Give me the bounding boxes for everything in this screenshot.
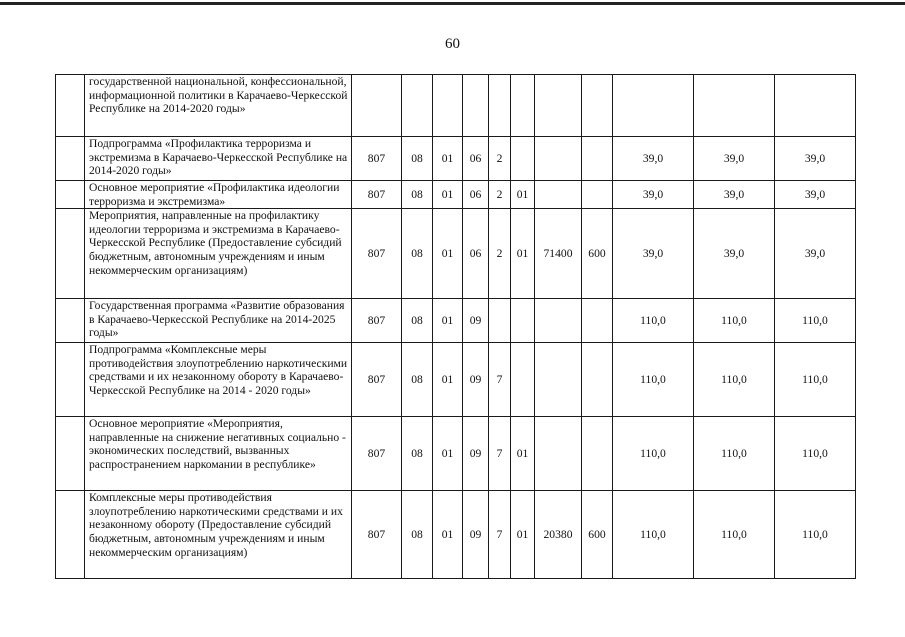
row-name-cell: Основное мероприятие «Профилактика идеологии терроризма и экстремизма» — [85, 181, 352, 209]
section-code-cell: 08 — [402, 491, 433, 579]
row-name-cell: Мероприятия, направленные на профилактику идеологии терроризма и экстремизма в Карачаево-Черкесской Республике (Предоставление субсидий бюджетным, автономным учреждениям и иным некоммерческим организациям) — [85, 209, 352, 299]
main-activity-code-cell — [511, 137, 535, 181]
subsection-code-cell: 01 — [433, 417, 463, 491]
amount-year1-cell: 110,0 — [613, 299, 694, 343]
subprogram-code-cell: 2 — [489, 209, 511, 299]
direction-code-cell — [535, 299, 582, 343]
program-code-cell: 06 — [463, 137, 489, 181]
subsection-code-cell: 01 — [433, 299, 463, 343]
row-name-cell: Подпрограмма «Профилактика терроризма и экстремизма в Карачаево-Черкесской Республике на 2014-2020 годы» — [85, 137, 352, 181]
subprogram-code-cell: 7 — [489, 343, 511, 417]
program-code-cell: 09 — [463, 491, 489, 579]
subprogram-code-cell: 2 — [489, 181, 511, 209]
direction-code-cell: 71400 — [535, 209, 582, 299]
row-number-cell — [56, 75, 85, 137]
program-code-cell: 06 — [463, 209, 489, 299]
direction-code-cell — [535, 417, 582, 491]
row-name-cell: Подпрограмма «Комплексные меры противодействия злоупотреблению наркотическими средствами и их незаконному обороту в Карачаево-Черкесской Республике на 2014 - 2020 годы» — [85, 343, 352, 417]
row-name-cell: Государственная программа «Развитие образования в Карачаево-Черкесской Республике на 2014-2025 годы» — [85, 299, 352, 343]
amount-year3-cell: 110,0 — [775, 417, 856, 491]
main-activity-code-cell — [511, 75, 535, 137]
program-code-cell: 06 — [463, 181, 489, 209]
top-border-line — [0, 2, 905, 5]
ministry-code-cell: 807 — [352, 137, 402, 181]
subprogram-code-cell — [489, 299, 511, 343]
section-code-cell: 08 — [402, 417, 433, 491]
subsection-code-cell — [433, 75, 463, 137]
section-code-cell: 08 — [402, 299, 433, 343]
main-activity-code-cell: 01 — [511, 417, 535, 491]
subprogram-code-cell: 7 — [489, 417, 511, 491]
subsection-code-cell: 01 — [433, 137, 463, 181]
main-activity-code-cell: 01 — [511, 181, 535, 209]
amount-year2-cell: 39,0 — [694, 137, 775, 181]
row-number-cell — [56, 417, 85, 491]
row-number-cell — [56, 299, 85, 343]
subsection-code-cell: 01 — [433, 181, 463, 209]
subsection-code-cell: 01 — [433, 209, 463, 299]
row-number-cell — [56, 209, 85, 299]
expense-type-code-cell — [582, 181, 613, 209]
section-code-cell: 08 — [402, 343, 433, 417]
amount-year2-cell: 39,0 — [694, 209, 775, 299]
amount-year1-cell: 39,0 — [613, 181, 694, 209]
budget-table — [55, 74, 856, 579]
table-row — [56, 343, 856, 417]
expense-type-code-cell: 600 — [582, 491, 613, 579]
amount-year1-cell — [613, 75, 694, 137]
expense-type-code-cell: 600 — [582, 209, 613, 299]
amount-year3-cell: 110,0 — [775, 491, 856, 579]
table-row — [56, 491, 856, 579]
amount-year3-cell: 39,0 — [775, 181, 856, 209]
page-number: 60 — [445, 36, 460, 52]
row-name-cell: Комплексные меры противодействия злоупотреблению наркотическими средствами и их незаконному обороту (Предоставление субсидий бюджетным, автономным учреждениям и иным некоммерческим организациям) — [85, 491, 352, 579]
subprogram-code-cell: 2 — [489, 137, 511, 181]
section-code-cell — [402, 75, 433, 137]
expense-type-code-cell — [582, 75, 613, 137]
table-row — [56, 137, 856, 181]
ministry-code-cell — [352, 75, 402, 137]
ministry-code-cell: 807 — [352, 181, 402, 209]
amount-year1-cell: 39,0 — [613, 209, 694, 299]
expense-type-code-cell — [582, 299, 613, 343]
row-number-cell — [56, 343, 85, 417]
amount-year1-cell: 110,0 — [613, 491, 694, 579]
subprogram-code-cell — [489, 75, 511, 137]
table-row — [56, 209, 856, 299]
amount-year2-cell: 39,0 — [694, 181, 775, 209]
amount-year2-cell: 110,0 — [694, 343, 775, 417]
amount-year3-cell: 39,0 — [775, 209, 856, 299]
ministry-code-cell: 807 — [352, 299, 402, 343]
expense-type-code-cell — [582, 417, 613, 491]
direction-code-cell: 20380 — [535, 491, 582, 579]
program-code-cell: 09 — [463, 343, 489, 417]
table-row — [56, 417, 856, 491]
amount-year3-cell — [775, 75, 856, 137]
program-code-cell — [463, 75, 489, 137]
amount-year3-cell: 110,0 — [775, 343, 856, 417]
direction-code-cell — [535, 343, 582, 417]
expense-type-code-cell — [582, 137, 613, 181]
section-code-cell: 08 — [402, 181, 433, 209]
main-activity-code-cell: 01 — [511, 491, 535, 579]
row-name-cell: Основное мероприятие «Мероприятия, направленные на снижение негативных социально - экономических последствий, вызванных распространением наркомании в республике» — [85, 417, 352, 491]
amount-year1-cell: 110,0 — [613, 343, 694, 417]
main-activity-code-cell: 01 — [511, 209, 535, 299]
table-row — [56, 75, 856, 137]
amount-year2-cell: 110,0 — [694, 417, 775, 491]
program-code-cell: 09 — [463, 299, 489, 343]
direction-code-cell — [535, 75, 582, 137]
row-number-cell — [56, 137, 85, 181]
amount-year1-cell: 110,0 — [613, 417, 694, 491]
direction-code-cell — [535, 137, 582, 181]
expense-type-code-cell — [582, 343, 613, 417]
ministry-code-cell: 807 — [352, 417, 402, 491]
section-code-cell: 08 — [402, 137, 433, 181]
amount-year3-cell: 110,0 — [775, 299, 856, 343]
subsection-code-cell: 01 — [433, 491, 463, 579]
ministry-code-cell: 807 — [352, 491, 402, 579]
program-code-cell: 09 — [463, 417, 489, 491]
main-activity-code-cell — [511, 299, 535, 343]
row-number-cell — [56, 181, 85, 209]
amount-year2-cell: 110,0 — [694, 299, 775, 343]
direction-code-cell — [535, 181, 582, 209]
row-number-cell — [56, 491, 85, 579]
amount-year1-cell: 39,0 — [613, 137, 694, 181]
amount-year2-cell: 110,0 — [694, 491, 775, 579]
amount-year2-cell — [694, 75, 775, 137]
table-row — [56, 299, 856, 343]
subprogram-code-cell: 7 — [489, 491, 511, 579]
section-code-cell: 08 — [402, 209, 433, 299]
table-row — [56, 181, 856, 209]
row-name-cell: государственной национальной, конфессиональной, информационной политики в Карачаево-Черкесской Республике на 2014-2020 годы» — [85, 75, 352, 137]
ministry-code-cell: 807 — [352, 343, 402, 417]
ministry-code-cell: 807 — [352, 209, 402, 299]
subsection-code-cell: 01 — [433, 343, 463, 417]
main-activity-code-cell — [511, 343, 535, 417]
amount-year3-cell: 39,0 — [775, 137, 856, 181]
